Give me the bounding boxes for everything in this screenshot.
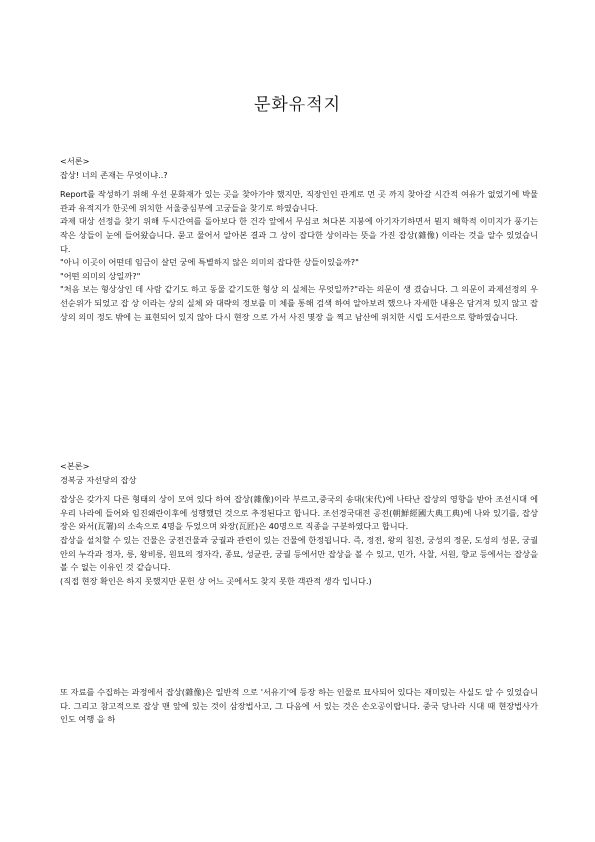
intro-paragraph: 과제 대상 선정을 찾기 위해 두시간여를 돌아보다 한 건각 앞에서 무심코 쳐다본 지붕에 아기자기하면서 뭔지 해학적 이미지가 풍기는 작은 상들이 눈에 들어왔습니다. 묻고 물어서 알아본 결과 그 상이 잡다한 상이라는 뜻을 가진 잡상(雜像) 이라는 것을 알수 있었습니다. — [60, 216, 538, 254]
body-subheading: 경복궁 자선당의 잡상 — [60, 474, 137, 485]
body-section — [60, 460, 538, 588]
closing-paragraph: 또 자료를 수집하는 과정에서 잡상(雜像)은 일반적 으로 '서유기'에 등장 하는 인물로 묘사되어 있다는 재미있는 사실도 알 수 있었습니다. 그리고 참고적으로 잡상 맨 앞에 있는 것이 삼장법사고, 그 다음에 서 있는 것은 손오공이랍니다. 중국 당나라 시대 때 현장법사가 인도 여행 을 하 — [60, 687, 538, 725]
intro-line: 잡상! 너의 존재는 무엇이냐..? — [60, 169, 168, 180]
intro-paragraph: "처음 보는 형상상인 데 사람 같기도 하고 동물 같기도한 형상 의 실체는 무엇일까?"라는 의문이 생 겼습니다. 그 의문이 과제선정의 우선순위가 되었고 잡 상 이라는 상의 실체 와 대략의 정보를 미 체를 통해 검색 하여 알아보려 했으나 자세한 내용은 담겨져 있지 않고 잡상의 의미 정도 밖에 는 표현되어 있지 않아 다시 현장 으로 가서 사진 몇장 을 찍고 남산에 위치한 시립 도서관으로 향하였습니다. — [60, 284, 538, 322]
intro-section — [60, 155, 538, 324]
document-title: 문화유적지 — [253, 95, 342, 115]
intro-quote: "아니 이곳이 어떤데 임금이 살던 궁에 특별하지 않은 의미의 잡다한 상들이있을까?" — [60, 257, 359, 268]
intro-quote: "어떤 의미의 상일까?" — [60, 270, 141, 281]
body-paragraph: 잡상은 갖가지 다른 형태의 상이 모여 있다 하여 잡상(雜像)이라 부르고,중국의 송대(宋代)에 나타난 잡상의 영향을 받아 조선시대 에 우리 나라에 들어와 임진왜란이후에 성행했던 것으로 추정된다고 합니다. 조선경국대전 공전(朝鮮經國大典工典)에 나와 있기를, 잡상장은 와서(瓦署)의 소속으로 4명을 두었으며 와장(瓦匠)은 40명으로 직종을 구분하였다고 합니다. — [60, 494, 538, 532]
closing-section — [60, 686, 538, 727]
intro-paragraph: Report를 작성하기 위해 우선 문화재가 있는 곳을 찾아가야 했지만, 직장인인 관계로 먼 곳 까지 찾아갈 시간적 여유가 없었기에 박물관과 유적지가 한곳에 위치한 서울중심부에 고궁들을 찾기로 하였습니다. — [60, 189, 538, 213]
body-heading: <본론> — [60, 461, 90, 471]
body-paragraph: 잡상을 설치할 수 있는 건물은 궁전건물과 궁궐과 관련이 있는 건물에 한정됩니다. 즉, 정전, 왕의 침전, 궁성의 정문, 도성의 성문, 궁궐 안의 누각과 정자, 릉, 왕비릉, 원묘의 정자각, 종묘, 성균관, 궁궐 등에서만 잡상을 볼 수 있고, 민가, 사찰, 서원, 향교 등에서는 잡상을 볼 수 없는 이유인 것 같습니다. — [60, 534, 538, 573]
intro-heading: <서론> — [60, 156, 90, 166]
body-note: (직접 현장 확인은 하지 못했지만 문헌 상 어느 곳에서도 찾지 못한 객관적 생각 입니다.) — [60, 575, 372, 586]
